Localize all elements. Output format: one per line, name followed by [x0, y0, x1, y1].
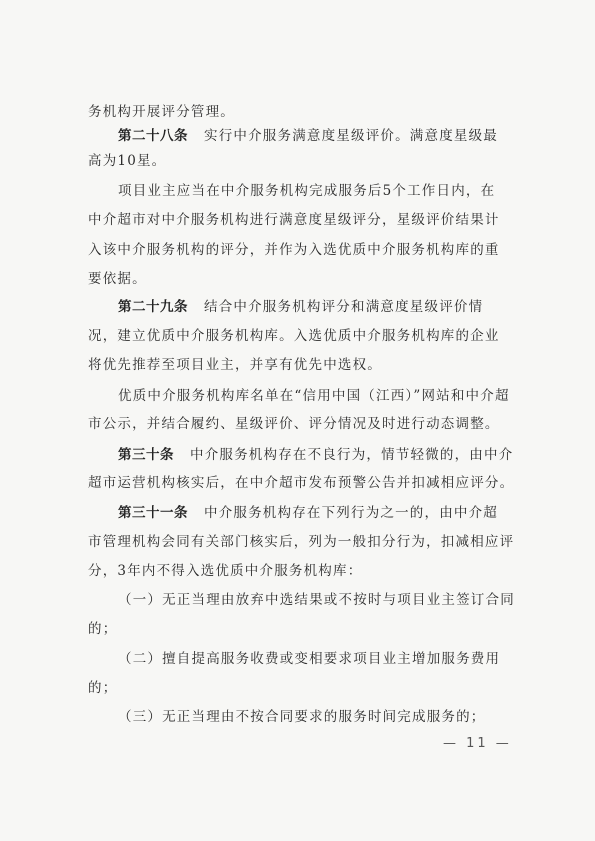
line-text: 中介超市对中介服务机构进行满意度星级评分，星级评价结果计 — [88, 212, 500, 228]
text-line-19 — [88, 621, 117, 637]
line-text: （一）无正当理由放弃中选结果或不按时与项目业主签订合同 — [118, 592, 515, 608]
line-text: 务机构开展评分管理。 — [88, 104, 235, 120]
text-line-3 — [88, 153, 166, 169]
article-label: 第三十一条 — [118, 505, 188, 521]
text-line-12 — [88, 416, 500, 432]
article-28-line — [118, 128, 498, 144]
text-line-4 — [118, 183, 495, 199]
line-text: （二）擅自提高服务收费或变相要求项目业主增加服务费用 — [118, 651, 501, 667]
text-line-22 — [118, 709, 486, 725]
line-text: 的； — [88, 621, 118, 637]
line-text: 高为10星。 — [88, 153, 167, 169]
text-line-7 — [88, 271, 147, 287]
article-30-line — [118, 447, 513, 463]
line-text: 市管理机构会同有关部门核实后，列为一般扣分行为，扣减相应评 — [88, 534, 515, 550]
text-line-14 — [88, 475, 514, 491]
line-text: 的； — [88, 680, 118, 696]
line-text: 中介服务机构存在下列行为之一的，由中介超 — [204, 505, 498, 521]
text-line-6 — [88, 242, 500, 258]
line-text: 超市运营机构核实后，在中介超市发布预警公告并扣减相应评分。 — [88, 475, 515, 491]
text-line-5 — [88, 212, 500, 228]
line-text: 要依据。 — [88, 271, 147, 287]
article-label: 第三十条 — [118, 447, 174, 463]
text-line-16 — [88, 534, 514, 550]
line-text: 分，3年内不得入选优质中介服务机构库： — [88, 563, 363, 579]
text-line-21 — [88, 680, 117, 696]
text-line-17 — [88, 563, 362, 579]
text-line-9 — [88, 328, 500, 344]
text-line-1 — [88, 104, 235, 120]
text-line-18 — [118, 592, 515, 608]
text-line-10 — [88, 357, 382, 373]
article-31-line — [118, 505, 498, 521]
line-text: 将优先推荐至项目业主，并享有优先中选权。 — [88, 357, 382, 373]
line-text: （三）无正当理由不按合同要求的服务时间完成服务的； — [118, 709, 486, 725]
line-text: 优质中介服务机构库名单在“信用中国（江西）”网站和中介超 — [118, 388, 510, 404]
line-text: 入该中介服务机构的评分，并作为入选优质中介服务机构库的重 — [88, 242, 500, 258]
text-line-11 — [118, 388, 510, 404]
line-text: 实行中介服务满意度星级评价。满意度星级最 — [204, 128, 498, 144]
line-text: 中介服务机构存在不良行为，情节轻微的，由中介 — [190, 447, 514, 463]
article-29-line — [118, 299, 483, 315]
page-number: — 11 — — [443, 736, 512, 751]
article-label: 第二十九条 — [118, 299, 188, 315]
article-label: 第二十八条 — [118, 128, 188, 144]
line-text: 市公示，并结合履约、星级评价、评分情况及时进行动态调整。 — [88, 416, 500, 432]
line-text: 项目业主应当在中介服务机构完成服务后5个工作日内，在 — [118, 183, 496, 199]
line-text: 况，建立优质中介服务机构库。入选优质中介服务机构库的企业 — [88, 328, 500, 344]
text-line-20 — [118, 651, 500, 667]
line-text: 结合中介服务机构评分和满意度星级评价情 — [204, 299, 484, 315]
